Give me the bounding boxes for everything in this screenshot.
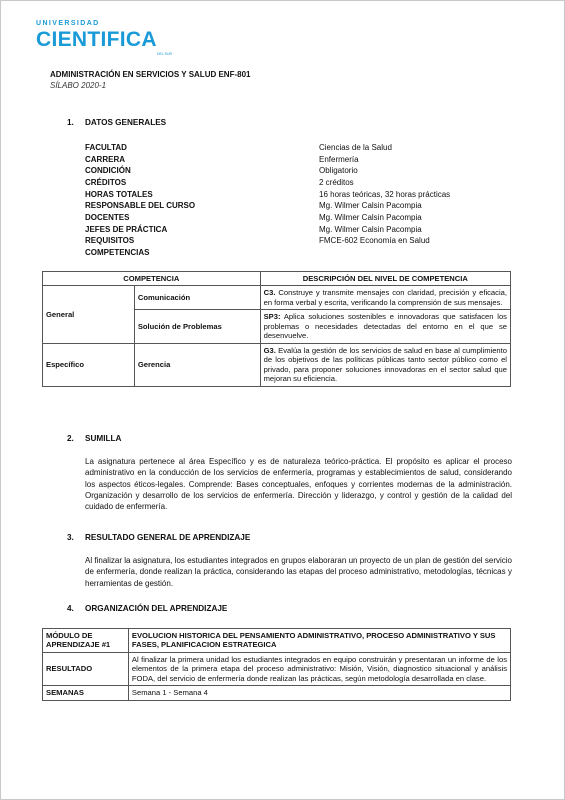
table-row — [43, 686, 511, 700]
section-heading-sumilla — [67, 434, 121, 444]
datos-key: CARRERA — [85, 154, 125, 164]
section-number: 2. — [67, 434, 74, 443]
competencia-name: Gerencia — [134, 343, 260, 386]
datos-value: Enfermería — [319, 154, 359, 164]
datos-value: 2 créditos — [319, 177, 354, 187]
datos-value: 16 horas teóricas, 32 horas prácticas — [319, 189, 451, 199]
section-number: 4. — [67, 604, 74, 613]
sumilla-paragraph: La asignatura pertenece al área Específico y es de naturaleza teórico-práctica. El propósito es aplicar el proceso administrativo en la conducción de los servicios de enfermería, programas y establecimientos de salud, considerando los aspectos éticos-legales. Comprende: Bases conceptuales, enfoques y corrientes modernas de la administración. Organización y desarrollo de los servicios de enfermería. Dirección y liderazgo, y control y gestión de la calidad del cuidado de enfermería. — [85, 457, 512, 512]
competencia-code: C3. — [263, 288, 276, 298]
column-header: COMPETENCIA — [43, 272, 261, 286]
datos-row — [85, 189, 505, 201]
document-subtitle: SÍLABO 2020-1 — [50, 81, 107, 90]
datos-row — [85, 247, 505, 259]
table-row — [43, 286, 511, 310]
datos-key: JEFES DE PRÁCTICA — [85, 224, 168, 234]
section-title: RESULTADO GENERAL DE APRENDIZAJE — [85, 533, 251, 542]
datos-row — [85, 165, 505, 177]
logo-main-text: CIENTIFICA — [36, 27, 157, 51]
competencia-code: SP3: — [263, 312, 281, 322]
datos-value: Mg. Wilmer Calsin Pacompia — [319, 224, 422, 234]
semanas-label: SEMANAS — [43, 686, 129, 700]
datos-value: Mg. Wilmer Calsin Pacompia — [319, 212, 422, 222]
organizacion-table — [42, 628, 511, 701]
table-row — [43, 652, 511, 685]
logo-sub-text: DEL SUR — [156, 52, 172, 56]
datos-key: RESPONSABLE DEL CURSO — [85, 201, 196, 211]
datos-key: HORAS TOTALES — [85, 189, 153, 199]
section-heading-resultado-general — [67, 533, 250, 543]
datos-value: Mg. Wilmer Calsin Pacompia — [319, 201, 422, 211]
datos-value: FMCE-602 Economía en Salud — [319, 236, 430, 246]
datos-key: COMPETENCIAS — [85, 248, 150, 258]
datos-key: DOCENTES — [85, 212, 130, 222]
datos-row — [85, 236, 505, 248]
datos-row — [85, 212, 505, 224]
table-header-row — [43, 272, 511, 286]
logo-top-text: UNIVERSIDAD — [36, 20, 100, 27]
competencia-text: Aplica soluciones sostenibles e innovadoras que satisfacen los problemas o necesidades detectadas del entorno en el que se desenvuelve. — [263, 312, 507, 341]
resultado-text: Al finalizar la primera unidad los estudiantes integrados en equipo construirán y presentaran un informe de los elementos de la primera etapa del proceso administrativo: Misión, Visión, diagnostico situacional y análisis FODA, del servicio de enfermería donde realizan las prácticas, según metodología desarrollada en clase. — [128, 652, 510, 685]
datos-row — [85, 200, 505, 212]
section-number: 1. — [67, 118, 74, 127]
competencia-code: G3. — [263, 345, 276, 355]
competencia-group-label: Específico — [43, 343, 135, 386]
competencia-group-label: General — [43, 286, 135, 343]
section-number: 3. — [67, 533, 74, 542]
competencia-description — [260, 286, 510, 310]
section-heading-datos-generales — [67, 118, 166, 128]
resultado-label: RESULTADO — [43, 652, 129, 685]
datos-value: Obligatorio — [319, 166, 358, 176]
competencia-name: Solución de Problemas — [134, 310, 260, 343]
datos-row — [85, 154, 505, 166]
document-title: ADMINISTRACIÓN EN SERVICIOS Y SALUD ENF-801 — [50, 70, 251, 79]
datos-row — [85, 177, 505, 189]
datos-key: CONDICIÓN — [85, 166, 131, 176]
competencia-name: Comunicación — [134, 286, 260, 310]
section-heading-organizacion — [67, 604, 227, 614]
column-header: DESCRIPCIÓN DEL NIVEL DE COMPETENCIA — [260, 272, 510, 286]
datos-key: REQUISITOS — [85, 236, 135, 246]
datos-row — [85, 142, 505, 154]
modulo-label: MÓDULO DE APRENDIZAJE #1 — [43, 629, 129, 653]
section-title: DATOS GENERALES — [85, 118, 167, 127]
table-row — [43, 343, 511, 386]
section-title: ORGANIZACIÓN DEL APRENDIZAJE — [85, 604, 228, 613]
datos-row — [85, 224, 505, 236]
datos-key: FACULTAD — [85, 142, 127, 152]
competencia-description — [260, 343, 510, 386]
modulo-title: EVOLUCION HISTORICA DEL PENSAMIENTO ADMINISTRATIVO, PROCESO ADMINISTRATIVO Y SUS FASES, PLANIFICACION ESTRATEGICA — [128, 629, 510, 653]
university-logo — [36, 20, 176, 58]
table-row — [43, 629, 511, 653]
competencia-text: Construye y transmite mensajes con claridad, precisión y eficacia, en forma verbal y escrita, verificando la comprensión de sus mensajes. — [263, 288, 507, 307]
datos-value: Ciencias de la Salud — [319, 142, 392, 152]
competencias-table — [42, 271, 511, 387]
section-title: SUMILLA — [85, 434, 122, 443]
competencia-description — [260, 310, 510, 343]
competencia-text: Evalúa la gestión de los servicios de salud en base al cumplimiento de los objetivos de las políticas públicas tanto sector público como el privado, para proponer soluciones innovadoras en el sector salud que mejoran su eficiencia. — [263, 345, 507, 384]
datos-generales-list — [85, 142, 505, 259]
resultado-general-paragraph: Al finalizar la asignatura, los estudiantes integrados en grupos elaboraran un proyecto de un plan de gestión del servicio de enfermería, donde realizan la práctica, considerando las etapas del proceso administrativo, metodologías, técnicas y herramientas de gestión. — [85, 556, 512, 588]
semanas-text: Semana 1 - Semana 4 — [128, 686, 510, 700]
datos-key: CRÉDITOS — [85, 177, 127, 187]
